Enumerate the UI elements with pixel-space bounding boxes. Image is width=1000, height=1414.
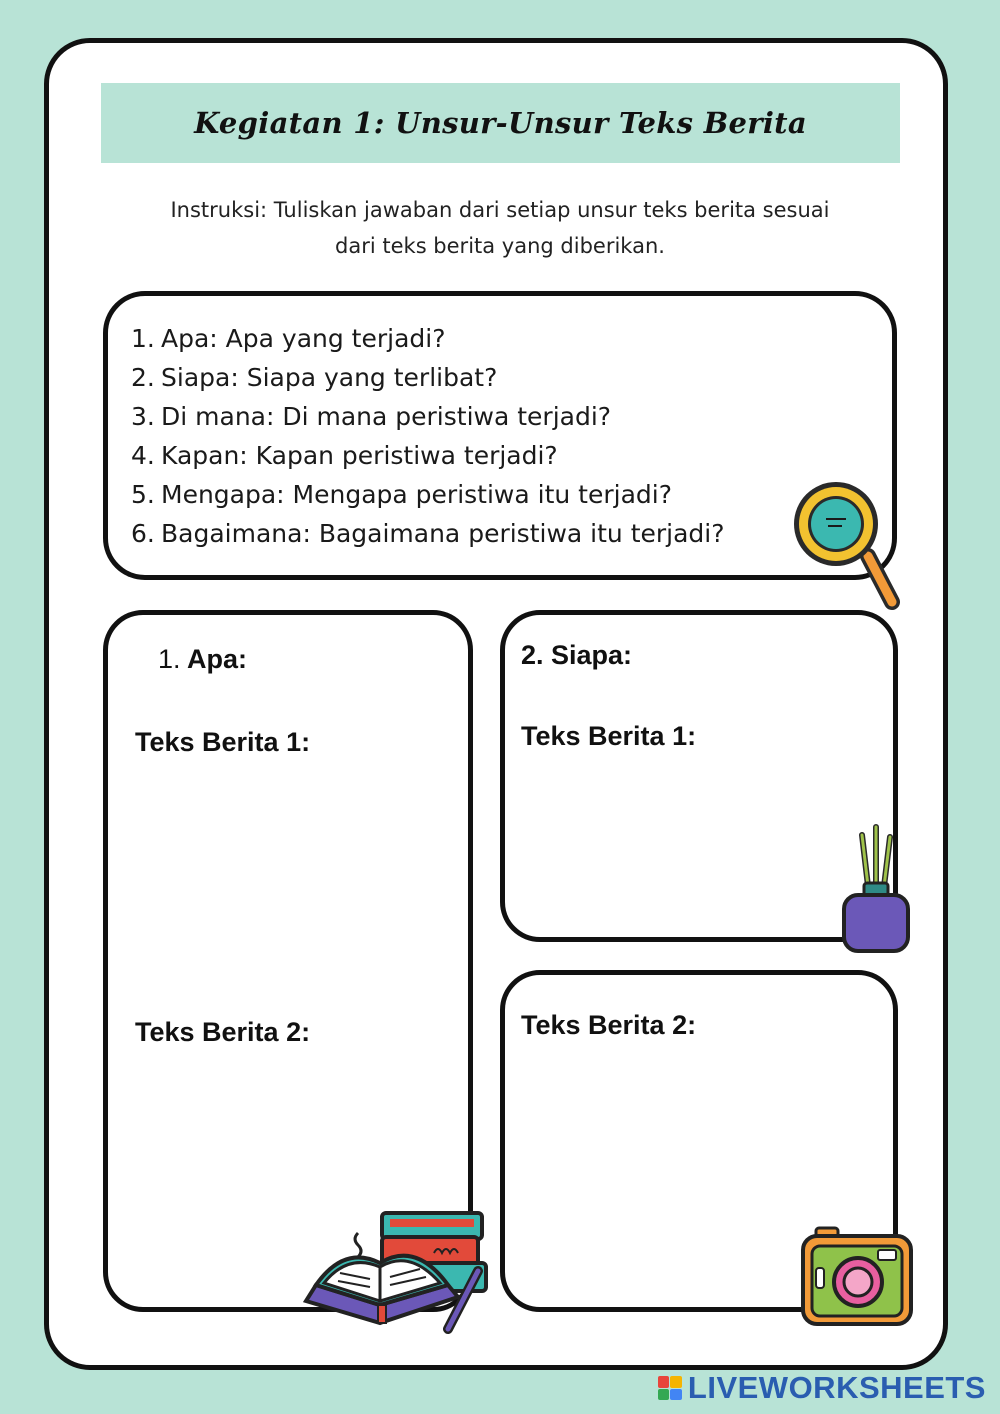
- question-text: Kapan: Kapan peristiwa terjadi?: [161, 441, 558, 470]
- siapa-heading: 2. Siapa:: [521, 640, 633, 670]
- question-item: [131, 514, 725, 553]
- magnifier-icon: [790, 476, 905, 616]
- question-text: Apa: Apa yang terjadi?: [161, 324, 446, 353]
- instructions-line-1: Instruksi: Tuliskan jawaban dari setiap unsur teks berita sesuai: [170, 198, 830, 222]
- apa-teks-berita-1-label: Teks Berita 1:: [135, 727, 311, 757]
- siapa-teks-berita-1-label: Teks Berita 1:: [521, 721, 697, 751]
- title-band: [101, 83, 900, 163]
- diffuser-icon: [836, 823, 916, 958]
- instructions-line-2: dari teks berita yang diberikan.: [335, 234, 665, 258]
- apa-label: Apa:: [187, 644, 248, 674]
- watermark-text: LIVEWORKSHEETS: [687, 1370, 986, 1405]
- page-title: Kegiatan 1: Unsur-Unsur Teks Berita: [194, 106, 807, 140]
- question-number: 5.: [131, 480, 155, 509]
- question-item: [131, 358, 725, 397]
- apa-number: 1.: [158, 644, 181, 674]
- question-text: Mengapa: Mengapa peristiwa itu terjadi?: [161, 480, 672, 509]
- apa-heading: [158, 644, 247, 675]
- question-item: [131, 397, 725, 436]
- apa-teks-berita-2-label: Teks Berita 2:: [135, 1017, 311, 1047]
- question-text: Bagaimana: Bagaimana peristiwa itu terjadi?: [161, 519, 725, 548]
- siapa-teks-berita-2-label: Teks Berita 2:: [521, 1010, 697, 1040]
- question-number: 1.: [131, 324, 155, 353]
- question-number: 4.: [131, 441, 155, 470]
- question-text: Siapa: Siapa yang terlibat?: [161, 363, 498, 392]
- question-item: [131, 319, 725, 358]
- question-text: Di mana: Di mana peristiwa terjadi?: [161, 402, 612, 431]
- question-number: 3.: [131, 402, 155, 431]
- questions-list: [131, 319, 725, 553]
- liveworksheets-watermark: [658, 1370, 986, 1406]
- question-item: [131, 475, 725, 514]
- instructions: [120, 192, 880, 264]
- question-item: [131, 436, 725, 475]
- question-number: 2.: [131, 363, 155, 392]
- liveworksheets-logo-icon: [658, 1376, 682, 1400]
- camera-icon: [800, 1226, 915, 1328]
- question-number: 6.: [131, 519, 155, 548]
- books-icon: [298, 1205, 503, 1340]
